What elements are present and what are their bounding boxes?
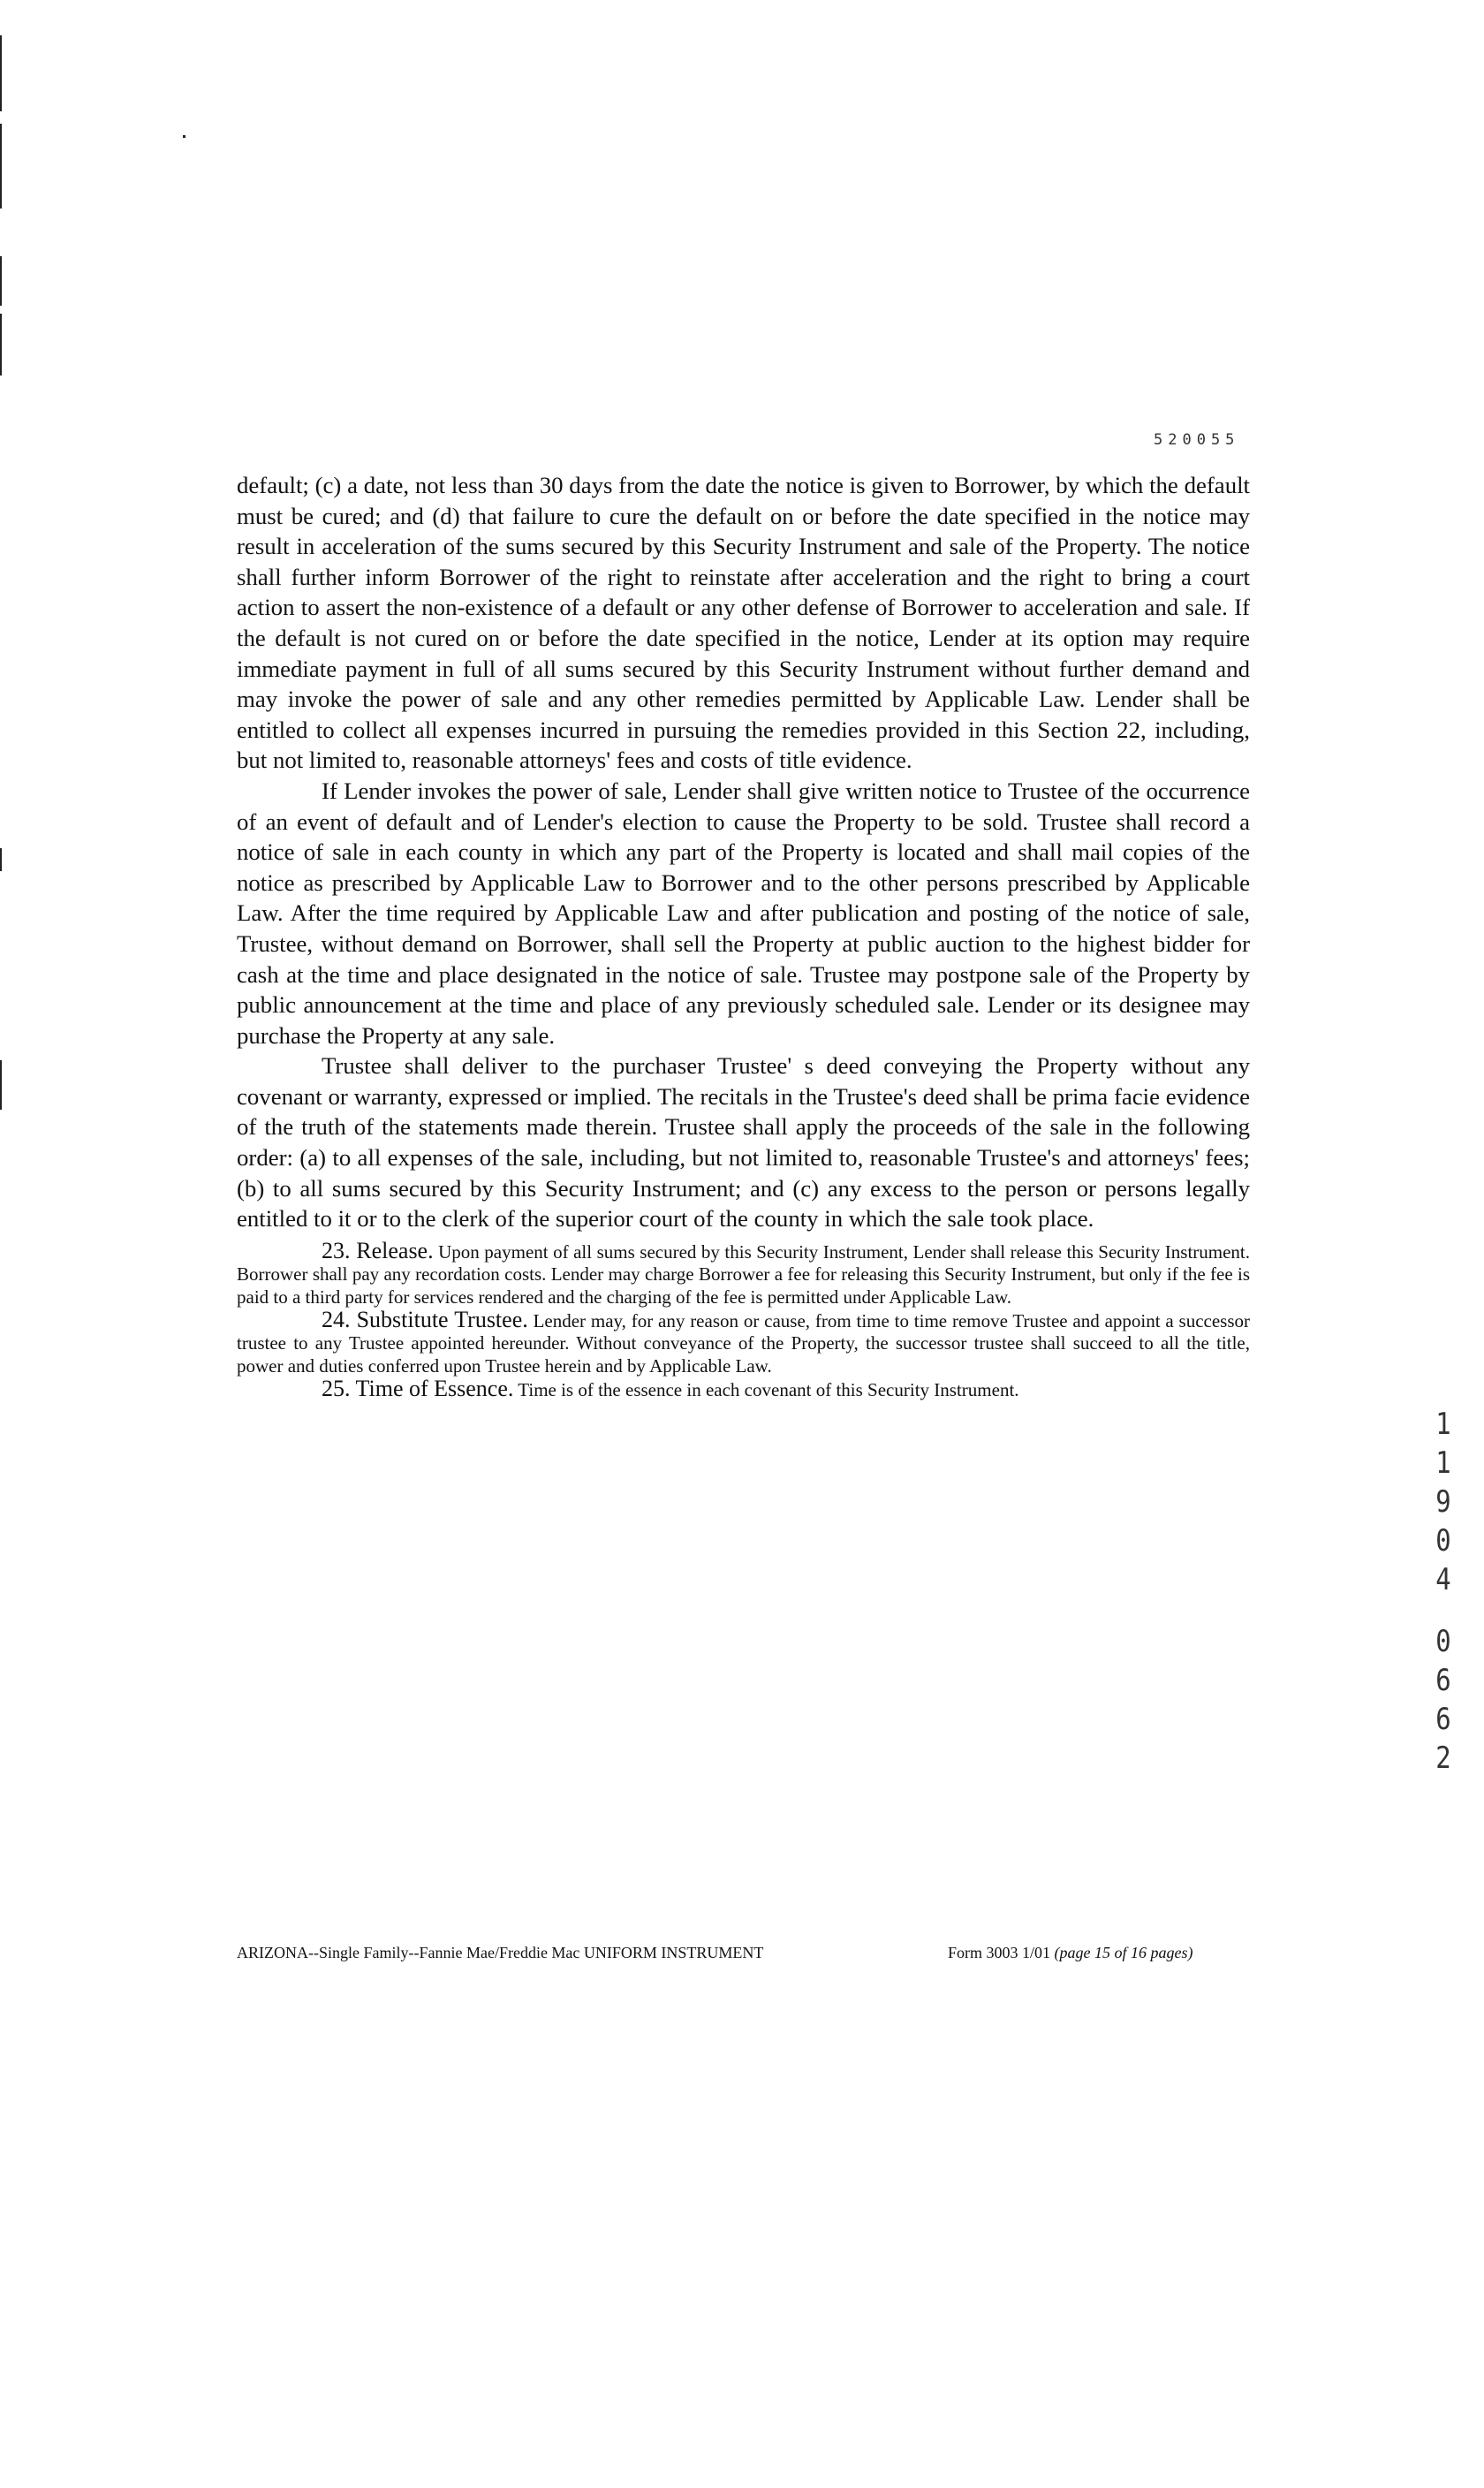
section-text: Time is of the essence in each covenant of this Security Instrument.	[518, 1379, 1019, 1401]
section-release	[237, 1237, 1251, 1308]
scan-edge-mark	[0, 256, 2, 306]
paragraph-default-notice: default; (c) a date, not less than 30 days from the date the notice is given to Borrower, by which the default must be cured; and (d) that failure to cure the default on or before the date specified in the notice may result in acceleration of the sums secured by this Security Instrument and sale of the Property. The notice shall further inform Borrower of the right to reinstate after acceleration and the right to bring a court action to assert the non-existence of a default or any other defense of Borrower to acceleration and sale. If the default is not cured on or before the date specified in the notice, Lender at its option may require immediate payment in full of all sums secured by this Security Instrument without further demand and may invoke the power of sale and any other remedies permitted by Applicable Law. Lender shall be entitled to collect all expenses incurred in pursuing the remedies provided in this Section 22, including, but not limited to, reasonable attorneys' fees and costs of title evidence.	[237, 472, 1250, 774]
scan-edge-mark	[0, 35, 2, 111]
scan-edge-mark	[0, 124, 2, 209]
recording-digit: 6	[1435, 1663, 1451, 1698]
recording-number-stamp	[1427, 1405, 1459, 1778]
footer-form-title: ARIZONA--Single Family--Fannie Mae/Freddie Mac UNIFORM INSTRUMENT	[237, 1944, 764, 1961]
document-number: 520055	[1154, 431, 1240, 449]
recording-digit: 9	[1435, 1484, 1451, 1520]
recording-digit: 2	[1435, 1741, 1451, 1776]
paragraph-trustee-deed: Trustee shall deliver to the purchaser Trustee' s deed conveying the Property without any covenant or warranty, expressed or implied. The recitals in the Trustee's deed shall be prima facie evidence of the truth of the statements made therein. Trustee shall apply the proceeds of the sale in the following order: (a) to all expenses of the sale, including, but not limited to, reasonable Trustee's and attorneys' fees; (b) to all sums secured by this Security Instrument; and (c) any excess to the person or persons legally entitled to it or to the clerk of the superior court of the county in which the sale took place.	[237, 1052, 1250, 1233]
recording-digit: 4	[1435, 1562, 1451, 1597]
scan-edge-mark	[0, 848, 2, 871]
section-substitute-trustee	[237, 1308, 1250, 1377]
scan-edge-mark	[0, 314, 2, 375]
section-time-of-essence	[237, 1377, 1250, 1401]
footer-form-info	[948, 1944, 1193, 1962]
recording-digit: 6	[1435, 1702, 1451, 1737]
section-title: 23. Release.	[322, 1237, 434, 1263]
section-text: Lender may, for any reason or cause, from time to time remove Trustee and appoint a successor trustee to any Trustee appointed hereunder. Without conveyance of the Property, the successor trustee shall succeed to all the title, power and duties conferred upon Trustee herein and by Applicable Law.	[237, 1310, 1251, 1377]
section-text: Upon payment of all sums secured by this Security Instrument, Lender shall release this Security Instrument. Borrower shall pay any recordation costs. Lender may charge Borrower a fee for releasing this Security Instrument, but only if the fee is paid to a third party for services rendered and the charging of the fee is permitted under Applicable Law.	[237, 1240, 1251, 1308]
scan-edge-mark	[0, 1060, 2, 1110]
section-title: 24. Substitute Trustee.	[322, 1307, 528, 1333]
recording-digit: 0	[1435, 1624, 1451, 1659]
recording-gap	[1427, 1599, 1459, 1622]
recording-digit: 1	[1435, 1407, 1451, 1442]
section-title: 25. Time of Essence.	[322, 1376, 514, 1402]
footer-form-number: Form 3003 1/01	[948, 1944, 1051, 1961]
paragraph-power-of-sale: If Lender invokes the power of sale, Lender shall give written notice to Trustee of the occurrence of an event of default and of Lender's election to cause the Property to be sold. Trustee shall record a notice of sale in each county in which any part of the Property is located and shall mail copies of the notice as prescribed by Applicable Law to Borrower and to the other persons prescribed by Applicable Law. After the time required by Applicable Law and after publication and posting of the notice of sale, Trustee, without demand on Borrower, shall sell the Property at public auction to the highest bidder for cash at the time and place designated in the notice of sale. Trustee may postpone sale of the Property by public announcement at the time and place of any previously scheduled sale. Lender or its designee may purchase the Property at any sale.	[237, 777, 1250, 1049]
document-body	[237, 470, 1250, 1402]
footer-page-info: (page 15 of 16 pages)	[1054, 1944, 1193, 1961]
recording-digit: 0	[1435, 1523, 1451, 1559]
scan-dust-dot	[183, 135, 186, 138]
recording-digit: 1	[1435, 1445, 1451, 1481]
